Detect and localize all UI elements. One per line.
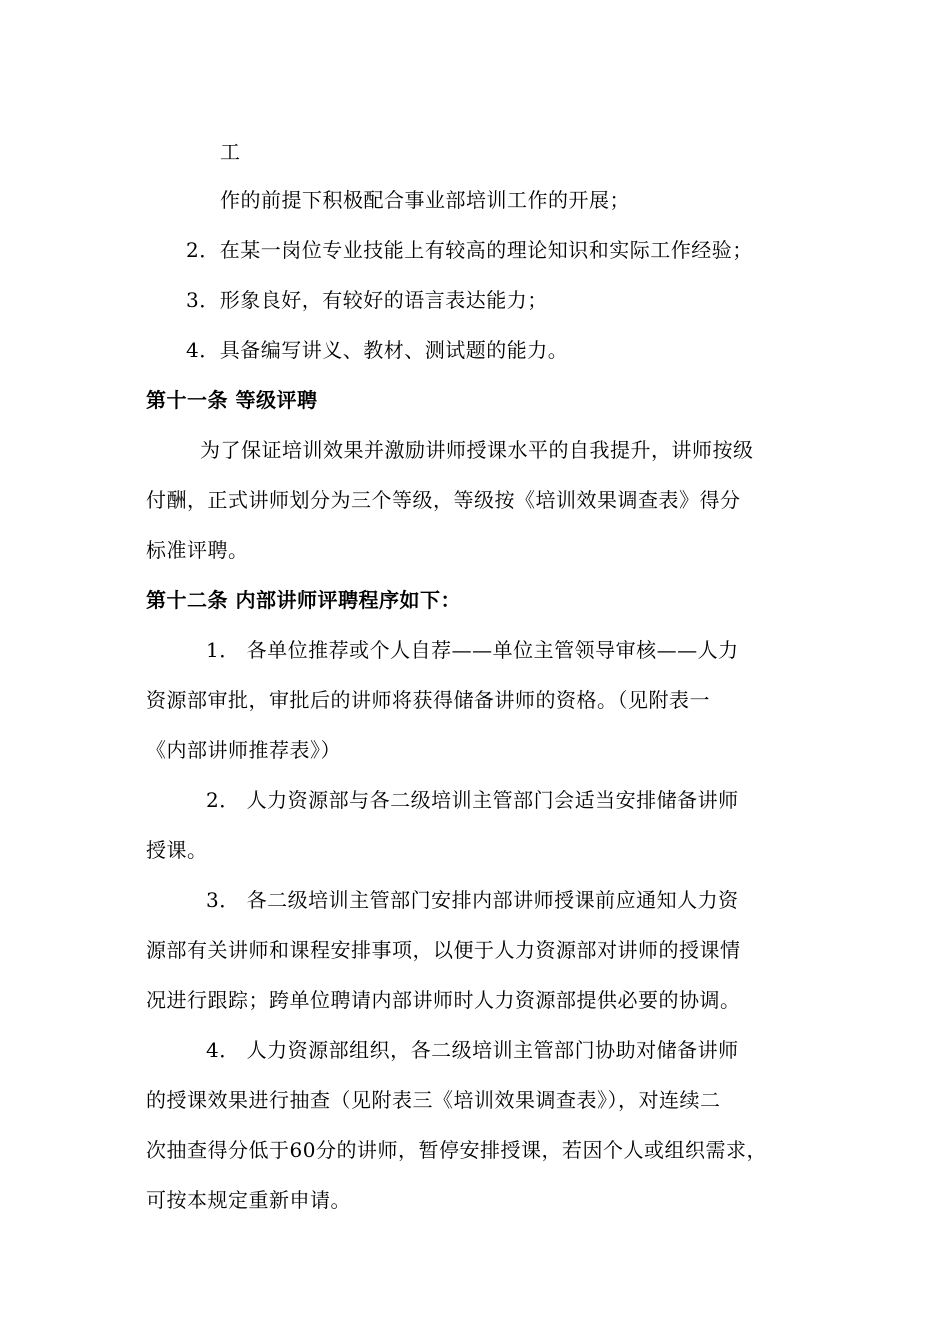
paragraph-line: 次抽查得分低于60分的讲师，暂停安排授课，若因个人或组织需求， (146, 1138, 767, 1162)
procedure-item-4: 4． 人力资源部组织，各二级培训主管部门协助对储备讲师 (206, 1038, 739, 1062)
procedure-item-1: 1． 各单位推荐或个人自荐——单位主管领导审核——人力 (206, 638, 739, 662)
paragraph-line: 《内部讲师推荐表》） (146, 738, 341, 762)
paragraph-line: 况进行跟踪；跨单位聘请内部讲师时人力资源部提供必要的协调。 (146, 988, 741, 1012)
list-item-4: 4．具备编写讲义、教材、测试题的能力。 (186, 338, 569, 362)
article-11-heading: 第十一条 等级评聘 (146, 388, 318, 412)
article-12-heading: 第十二条 内部讲师评聘程序如下： (146, 588, 461, 612)
list-item-2: 2．在某一岗位专业技能上有较高的理论知识和实际工作经验； (186, 238, 753, 262)
paragraph-line: 付酬，正式讲师划分为三个等级，等级按《培训效果调查表》得分 (146, 488, 741, 512)
paragraph-line: 为了保证培训效果并激励讲师授课水平的自我提升，讲师按级 (200, 438, 754, 462)
paragraph-line: 源部有关讲师和课程安排事项，以便于人力资源部对讲师的授课情 (146, 938, 741, 962)
paragraph-line: 可按本规定重新申请。 (146, 1188, 351, 1212)
paragraph-line: 的授课效果进行抽查（见附表三《培训效果调查表》），对连续二 (146, 1088, 721, 1112)
paragraph-line: 标准评聘。 (146, 538, 249, 562)
text-line: 作的前提下积极配合事业部培训工作的开展； (220, 188, 630, 212)
procedure-item-2: 2． 人力资源部与各二级培训主管部门会适当安排储备讲师 (206, 788, 739, 812)
list-item-3: 3．形象良好，有较好的语言表达能力； (186, 288, 548, 312)
paragraph-line: 资源部审批，审批后的讲师将获得储备讲师的资格。（见附表一 (146, 688, 710, 712)
text-line: 工 (220, 140, 241, 164)
paragraph-line: 授课。 (146, 838, 208, 862)
procedure-item-3: 3． 各二级培训主管部门安排内部讲师授课前应通知人力资 (206, 888, 739, 912)
